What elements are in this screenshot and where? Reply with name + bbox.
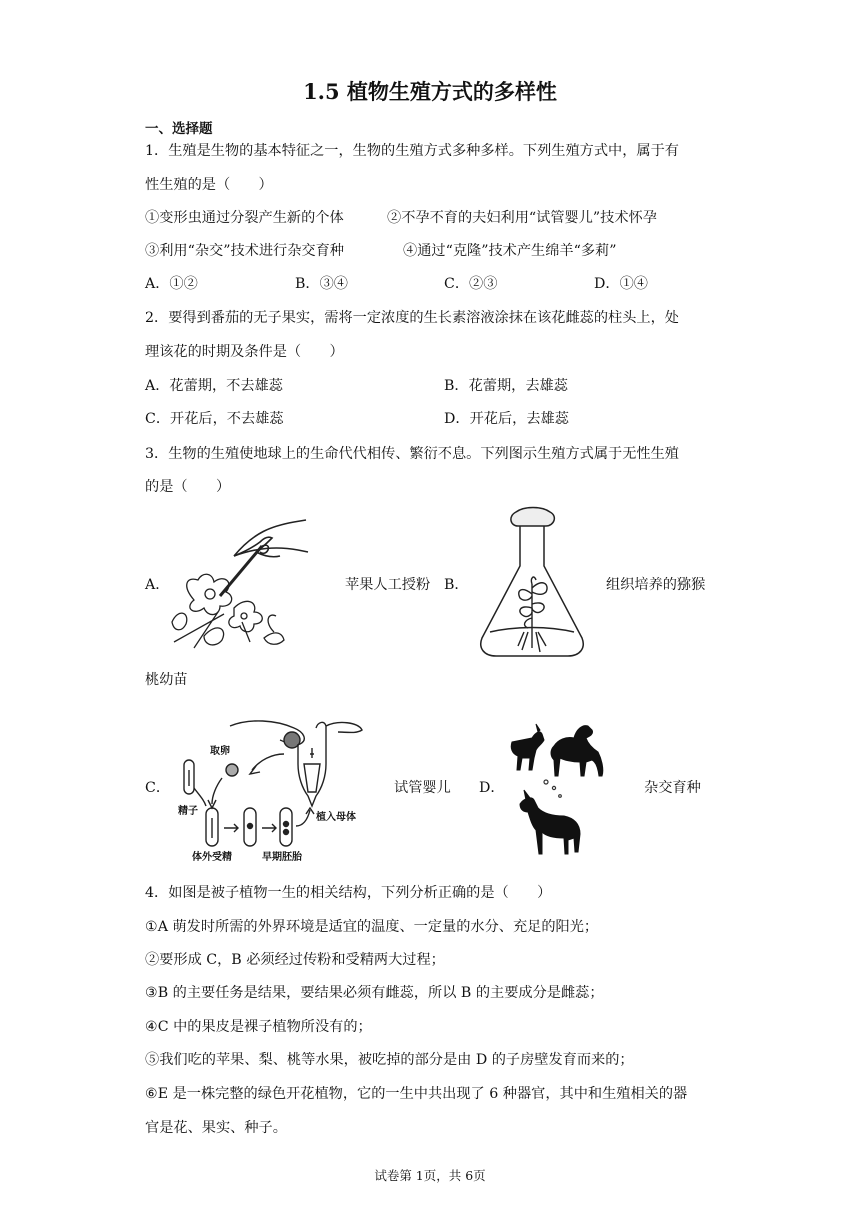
ivf-label-ivf: 体外受精 bbox=[192, 852, 232, 863]
donkey-horse-mule-illustration bbox=[502, 716, 612, 866]
page-footer: 试卷第 1页，共 6页 bbox=[374, 1168, 486, 1183]
ivf-label-sperm: 精子 bbox=[178, 806, 198, 817]
q3-option-b-caption-cont: 桃幼苗 bbox=[145, 672, 188, 688]
q3-option-c-caption: 试管婴儿 bbox=[394, 780, 451, 796]
ivf-label-egg: 取卵 bbox=[210, 746, 230, 757]
q4-statement-6-line1: ⑥E 是一株完整的绿色开花植物，它的一生中共出现了 6 种器官，其中和生殖相关的器 bbox=[145, 1086, 688, 1102]
q1-item-4: ④通过“克隆”技术产生绵羊“多莉” bbox=[403, 243, 617, 259]
q1-item-3: ③利用“杂交”技术进行杂交育种 bbox=[145, 243, 344, 259]
q3-option-d-caption: 杂交育种 bbox=[644, 780, 701, 796]
q1-item-1: ①变形虫通过分裂产生新的个体 bbox=[145, 210, 344, 226]
q4-stem: 4．如图是被子植物一生的相关结构，下列分析正确的是（ ） bbox=[145, 885, 552, 901]
ivf-process-diagram bbox=[176, 714, 376, 862]
page-title: 1.5 植物生殖方式的多样性 bbox=[303, 79, 557, 104]
q3-option-b-caption: 组织培养的猕猴 bbox=[606, 577, 706, 593]
q2-option-c: C．开花后，不去雄蕊 bbox=[145, 411, 284, 427]
q1-option-a: A．①② bbox=[145, 276, 198, 292]
q1-option-b: B．③④ bbox=[295, 276, 348, 292]
section-heading: 一、选择题 bbox=[145, 121, 213, 137]
q3-stem-line1: 3．生物的生殖使地球上的生命代代相传、繁衍不息。下列图示生殖方式属于无性生殖 bbox=[145, 446, 679, 462]
flask-tissue-culture-illustration bbox=[476, 508, 588, 663]
q2-option-d: D．开花后，去雄蕊 bbox=[444, 411, 569, 427]
q1-stem-line1: 1．生殖是生物的基本特征之一，生物的生殖方式多种多样。下列生殖方式中，属于有 bbox=[145, 143, 679, 159]
q3-option-b-letter: B． bbox=[444, 577, 469, 593]
q2-option-a: A．花蕾期，不去雄蕊 bbox=[145, 378, 283, 394]
q3-option-a-caption: 苹果人工授粉 bbox=[345, 577, 431, 593]
q2-stem-line1: 2．要得到番茄的无子果实，需将一定浓度的生长素溶液涂抹在该花雌蕊的柱头上，处 bbox=[145, 310, 679, 326]
q3-stem-line2: 的是（ ） bbox=[145, 479, 231, 495]
hand-pollination-illustration bbox=[164, 512, 314, 652]
q4-statement-2: ②要形成 C，B 必须经过传粉和受精两大过程； bbox=[145, 952, 445, 968]
q4-statement-4: ④C 中的果皮是裸子植物所没有的； bbox=[145, 1019, 372, 1035]
q4-statement-3: ③B 的主要任务是结果，要结果必须有雌蕊，所以 B 的主要成分是雌蕊； bbox=[145, 985, 604, 1001]
q1-option-c: C．②③ bbox=[444, 276, 498, 292]
q3-option-d-letter: D． bbox=[479, 780, 505, 796]
q1-item-2: ②不孕不育的夫妇利用“试管婴儿”技术怀孕 bbox=[387, 210, 657, 226]
ivf-label-embryo: 早期胚胎 bbox=[262, 852, 302, 863]
q3-option-c-letter: C． bbox=[145, 780, 171, 796]
q1-stem-line2: 性生殖的是（ ） bbox=[145, 177, 273, 193]
q4-statement-5: ⑤我们吃的苹果、梨、桃等水果，被吃掉的部分是由 D 的子房壁发育而来的； bbox=[145, 1052, 634, 1068]
ivf-label-implant: 植入母体 bbox=[316, 812, 356, 823]
q3-option-a-letter: A． bbox=[145, 577, 170, 593]
q2-stem-line2: 理该花的时期及条件是（ ） bbox=[145, 344, 344, 360]
q4-statement-6-line2: 官是花、果实、种子。 bbox=[145, 1120, 287, 1136]
q4-statement-1: ①A 萌发时所需的外界环境是适宜的温度、一定量的水分、充足的阳光； bbox=[145, 919, 599, 935]
q1-option-d: D．①④ bbox=[594, 276, 648, 292]
q2-option-b: B．花蕾期，去雄蕊 bbox=[444, 378, 568, 394]
